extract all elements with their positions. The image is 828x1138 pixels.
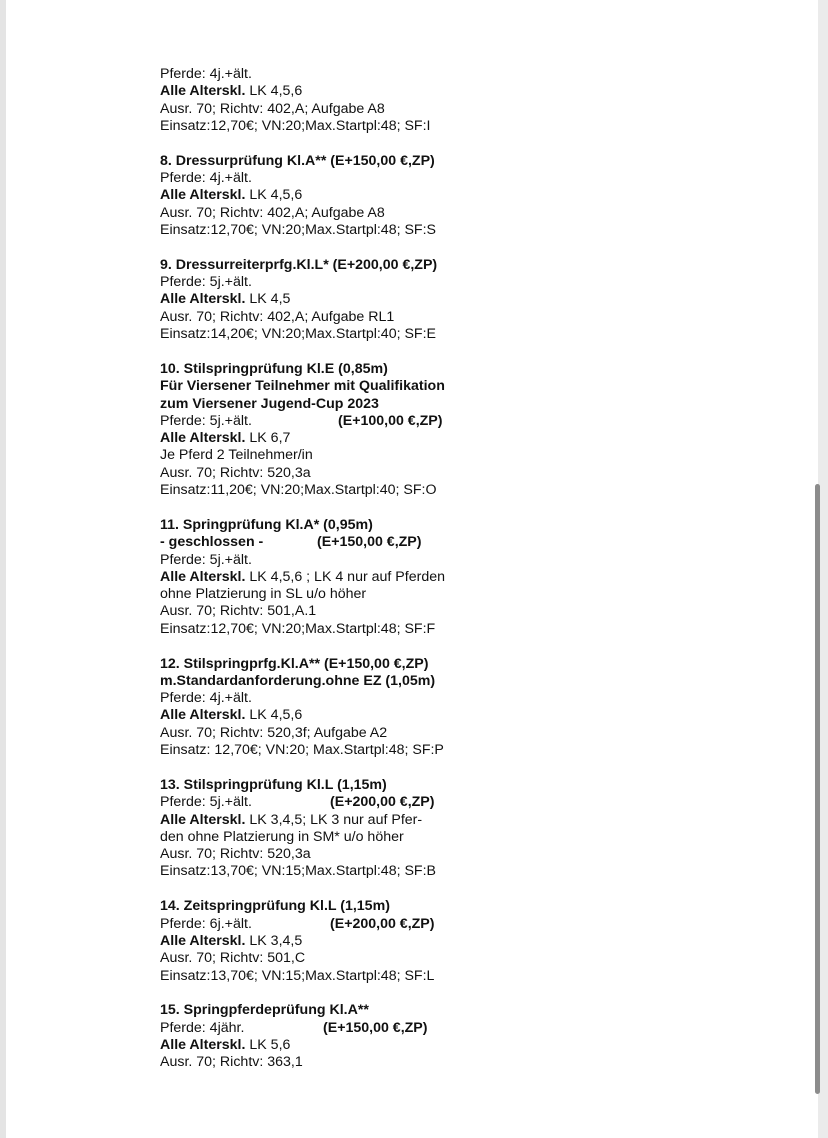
age-class-label: Alle Alterskl. bbox=[160, 707, 246, 724]
viewer-left-edge bbox=[0, 0, 6, 1138]
equipment-judging-line: Ausr. 70; Richtv: 402,A; Aufgabe A8 bbox=[160, 204, 385, 221]
competition-entry bbox=[160, 153, 780, 239]
competition-title: 12. Stilspringprfg.Kl.A** (E+150,00 €,ZP) bbox=[160, 655, 429, 672]
fee-line: Einsatz: 12,70€; VN:20; Max.Startpl:48; SF:P bbox=[160, 742, 444, 759]
age-class-line bbox=[160, 1037, 780, 1054]
fee-line: Einsatz:14,20€; VN:20;Max.Startpl:40; SF:E bbox=[160, 326, 437, 343]
competition-title: 15. Springpferdeprüfung Kl.A** bbox=[160, 1002, 369, 1019]
prize-money: (E+200,00 €,ZP) bbox=[330, 794, 435, 811]
horse-requirement-line bbox=[160, 413, 780, 430]
age-class-label: Alle Alterskl. bbox=[160, 430, 246, 447]
scrollbar-thumb[interactable] bbox=[815, 484, 820, 1094]
competition-title: 13. Stilspringprüfung Kl.L (1,15m) bbox=[160, 776, 387, 793]
age-class-label: Alle Alterskl. bbox=[160, 291, 246, 308]
horse-requirement: Pferde: 5j.+ält. bbox=[160, 412, 252, 429]
horse-requirement: Pferde: 6j.+ält. bbox=[160, 915, 252, 932]
fee-line: Einsatz:11,20€; VN:20;Max.Startpl:40; SF:O bbox=[160, 482, 437, 499]
competition-title: 11. Springprüfung Kl.A* (0,95m) bbox=[160, 516, 373, 533]
age-class-line bbox=[160, 187, 780, 204]
age-class-label: Alle Alterskl. bbox=[160, 811, 246, 828]
closed-status-line bbox=[160, 534, 780, 551]
fee-line: Einsatz:12,70€; VN:20;Max.Startpl:48; SF:I bbox=[160, 117, 431, 134]
equipment-judging-line: Ausr. 70; Richtv: 501,C bbox=[160, 950, 306, 967]
equipment-judging-line: Ausr. 70; Richtv: 402,A; Aufgabe A8 bbox=[160, 100, 385, 117]
age-class-line bbox=[160, 430, 780, 447]
participant-note: Je Pferd 2 Teilnehmer/in bbox=[160, 447, 313, 464]
competition-entry bbox=[160, 898, 780, 984]
fee-line: Einsatz:13,70€; VN:15;Max.Startpl:48; SF:L bbox=[160, 967, 435, 984]
competition-title: 9. Dressurreiterprfg.Kl.L* (E+200,00 €,ZP) bbox=[160, 256, 438, 273]
age-class-line bbox=[160, 291, 780, 308]
age-class-value: LK 4,5,6 bbox=[245, 83, 303, 100]
age-class-value: LK 4,5,6 bbox=[245, 707, 303, 724]
equipment-judging-line: Ausr. 70; Richtv: 520,3f; Aufgabe A2 bbox=[160, 724, 388, 741]
closed-status: - geschlossen - bbox=[160, 534, 264, 551]
age-class-value: LK 4,5,6 bbox=[245, 187, 303, 204]
prize-money: (E+150,00 €,ZP) bbox=[323, 1019, 428, 1036]
age-class-label: Alle Alterskl. bbox=[160, 83, 246, 100]
age-class-label: Alle Alterskl. bbox=[160, 1037, 246, 1053]
document-page bbox=[160, 66, 780, 1089]
competition-title: 8. Dressurprüfung Kl.A** (E+150,00 €,ZP) bbox=[160, 152, 435, 169]
age-class-line bbox=[160, 707, 780, 724]
prize-money: (E+200,00 €,ZP) bbox=[330, 915, 435, 932]
equipment-judging-line: Ausr. 70; Richtv: 501,A.1 bbox=[160, 603, 317, 620]
equipment-judging-line: Ausr. 70; Richtv: 363,1 bbox=[160, 1054, 303, 1071]
horse-requirement: Pferde: 4j.+ält. bbox=[160, 690, 252, 707]
age-class-value: LK 4,5 bbox=[245, 291, 291, 308]
horse-requirement: Pferde: 5j.+ält. bbox=[160, 551, 252, 568]
age-class-value: LK 3,4,5; LK 3 nur auf Pfer- bbox=[245, 811, 423, 828]
horse-requirement-line bbox=[160, 1020, 780, 1037]
equipment-judging-line: Ausr. 70; Richtv: 520,3a bbox=[160, 846, 311, 863]
prize-money: (E+100,00 €,ZP) bbox=[338, 412, 443, 429]
age-class-value: LK 6,7 bbox=[245, 430, 291, 447]
competition-entry bbox=[160, 257, 780, 343]
age-class-line bbox=[160, 83, 780, 100]
fee-line: Einsatz:12,70€; VN:20;Max.Startpl:48; SF:S bbox=[160, 221, 437, 238]
competition-title-line-3: zum Viersener Jugend-Cup 2023 bbox=[160, 395, 379, 412]
equipment-judging-line: Ausr. 70; Richtv: 520,3a bbox=[160, 464, 311, 481]
horse-requirement-line bbox=[160, 794, 780, 811]
competition-entry bbox=[160, 777, 780, 881]
competition-title: 10. Stilspringprüfung Kl.E (0,85m) bbox=[160, 360, 388, 377]
competition-entry bbox=[160, 1002, 780, 1071]
age-class-line bbox=[160, 933, 780, 950]
age-class-note: den ohne Platzierung in SM* u/o höher bbox=[160, 828, 404, 845]
age-class-line bbox=[160, 569, 780, 586]
age-class-value: LK 3,4,5 bbox=[245, 932, 303, 949]
age-class-label: Alle Alterskl. bbox=[160, 568, 246, 585]
prize-money: (E+150,00 €,ZP) bbox=[317, 534, 422, 551]
horse-requirement-line bbox=[160, 916, 780, 933]
fee-line: Einsatz:12,70€; VN:20;Max.Startpl:48; SF:F bbox=[160, 620, 436, 637]
equipment-judging-line: Ausr. 70; Richtv: 402,A; Aufgabe RL1 bbox=[160, 308, 395, 325]
age-class-value: LK 4,5,6 ; LK 4 nur auf Pferden bbox=[245, 568, 445, 585]
age-class-value: LK 5,6 bbox=[245, 1037, 291, 1053]
competition-entry bbox=[160, 361, 780, 499]
horse-requirement: Pferde: 4jähr. bbox=[160, 1019, 245, 1036]
age-class-label: Alle Alterskl. bbox=[160, 932, 246, 949]
competition-title: 14. Zeitspringprüfung Kl.L (1,15m) bbox=[160, 898, 390, 915]
fee-line: Einsatz:13,70€; VN:15;Max.Startpl:48; SF:B bbox=[160, 863, 437, 880]
age-class-note: ohne Platzierung in SL u/o höher bbox=[160, 586, 367, 603]
horse-requirement: Pferde: 4j.+ält. bbox=[160, 170, 252, 187]
age-class-label: Alle Alterskl. bbox=[160, 187, 246, 204]
competition-title-line-2: Für Viersener Teilnehmer mit Qualifikation bbox=[160, 378, 445, 395]
competition-entry bbox=[160, 517, 780, 638]
competition-title-line-2: m.Standardanforderung.ohne EZ (1,05m) bbox=[160, 672, 436, 689]
competition-entry bbox=[160, 66, 780, 135]
competition-entry bbox=[160, 656, 780, 760]
horse-requirement: Pferde: 4j.+ält. bbox=[160, 66, 252, 82]
horse-requirement: Pferde: 5j.+ält. bbox=[160, 274, 252, 291]
horse-requirement: Pferde: 5j.+ält. bbox=[160, 794, 252, 811]
age-class-line bbox=[160, 812, 780, 829]
